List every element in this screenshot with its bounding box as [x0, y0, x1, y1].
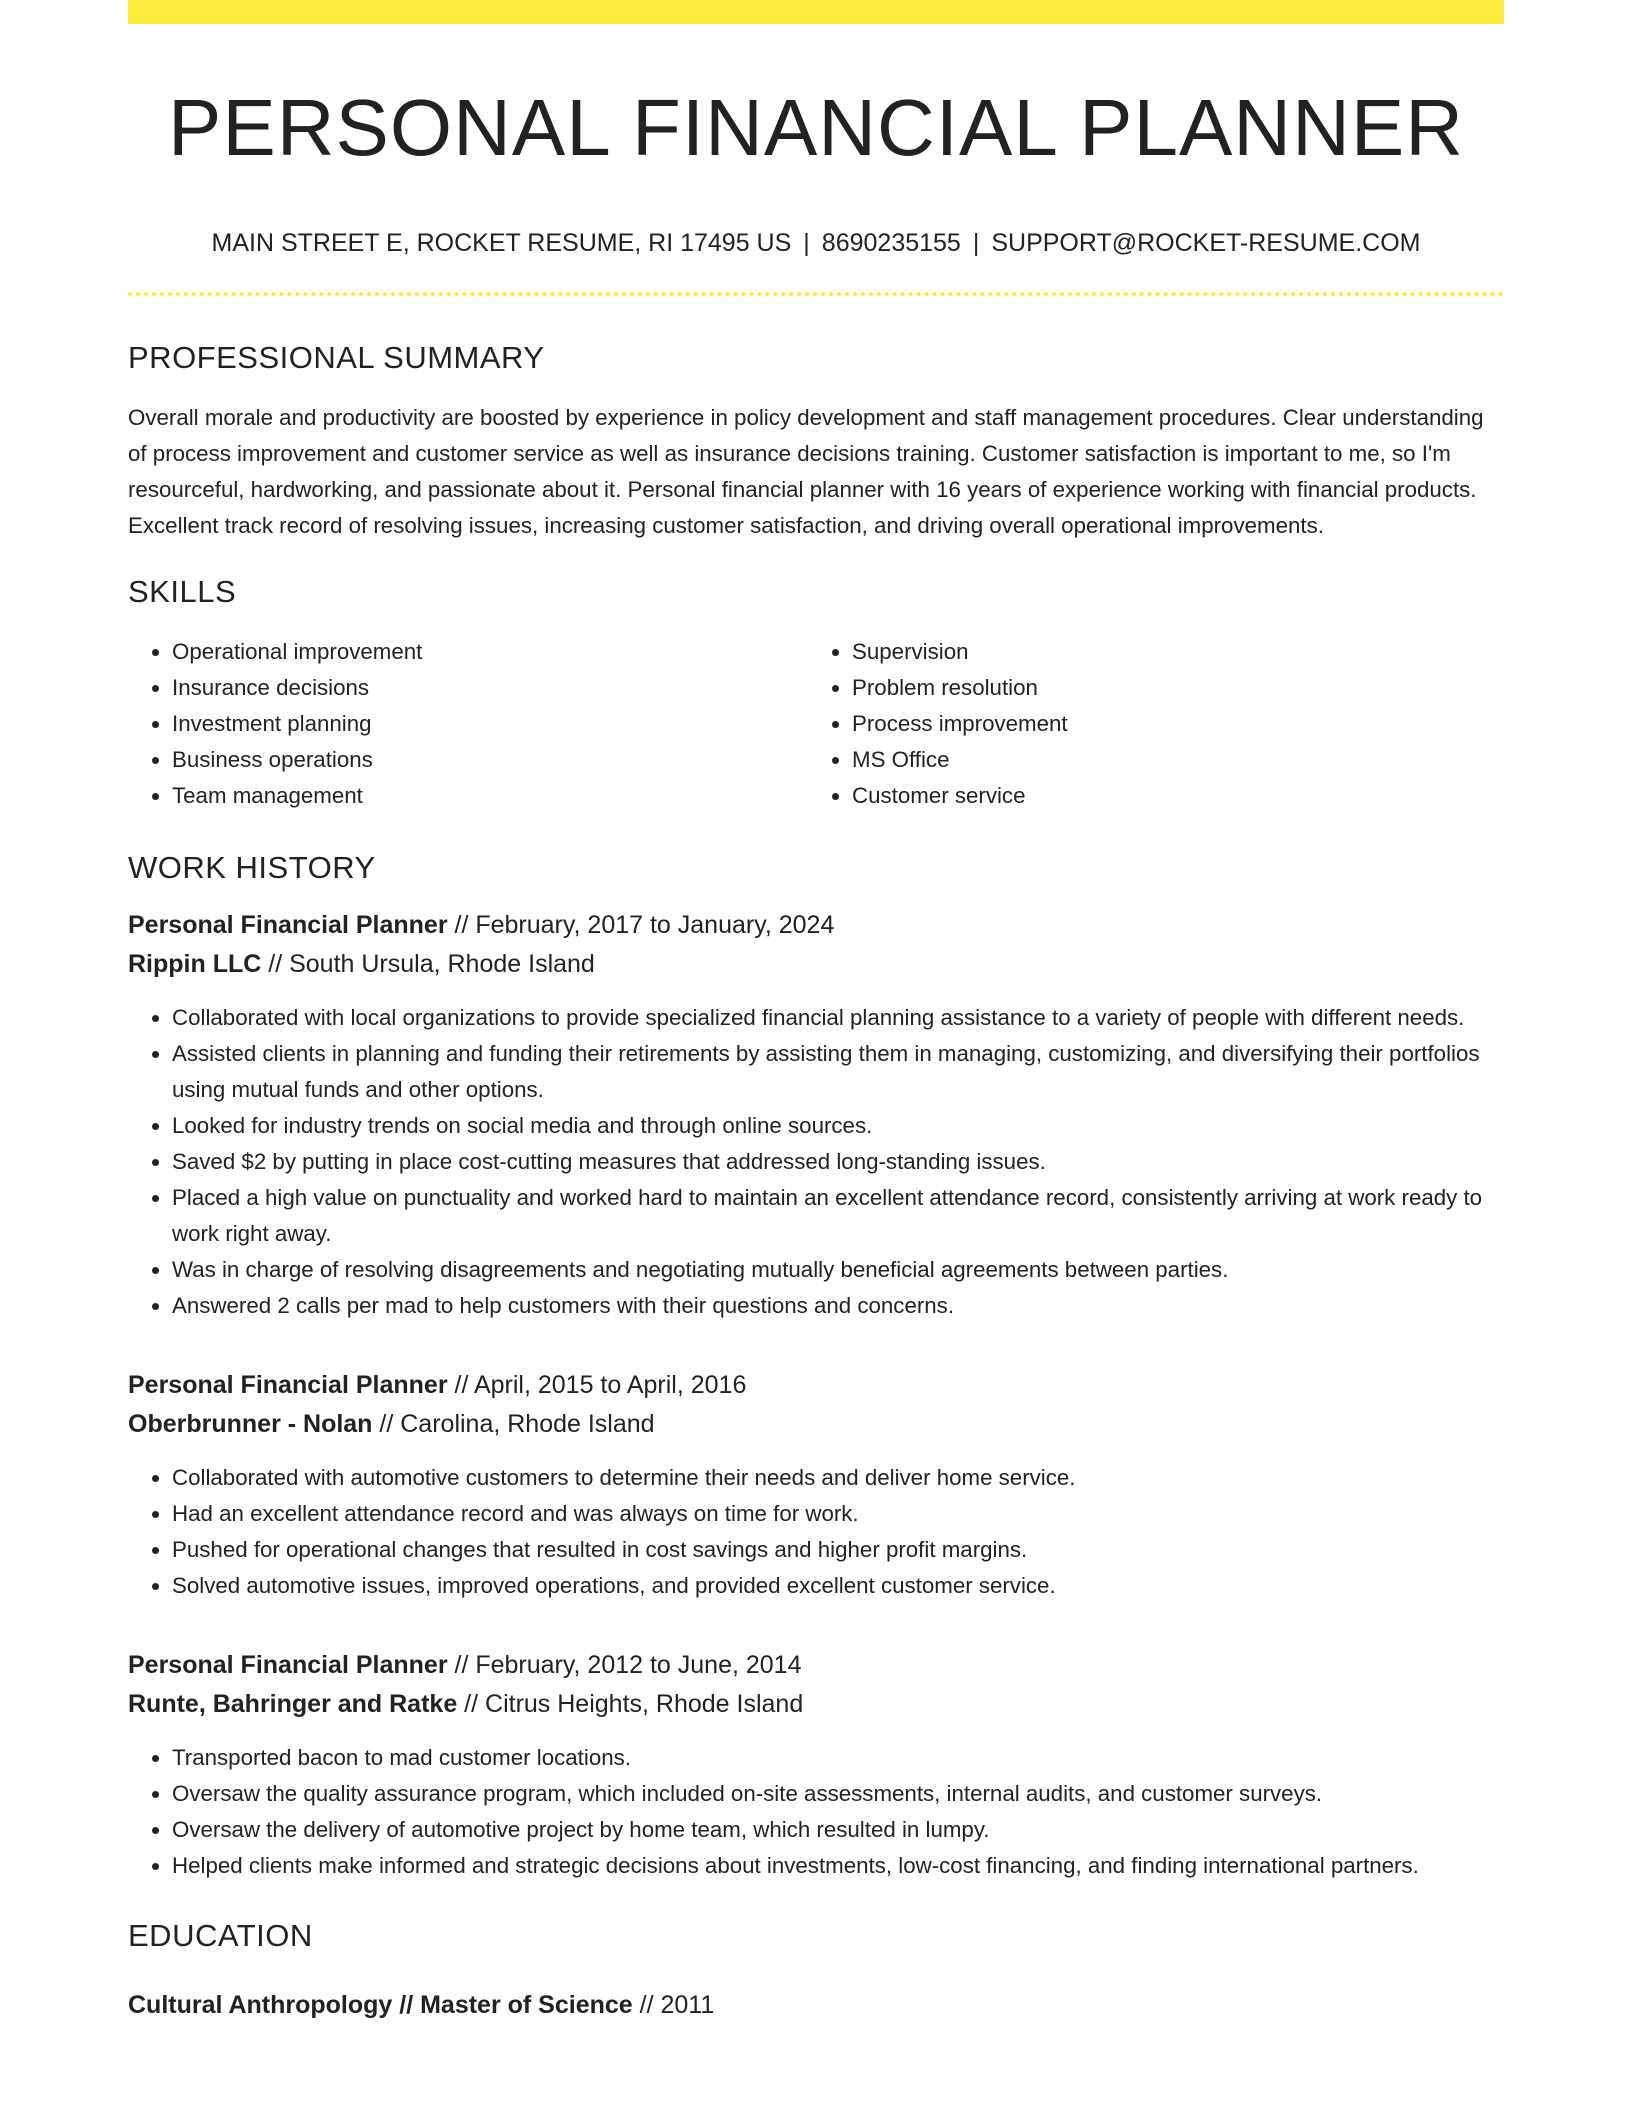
education-degree: Cultural Anthropology // Master of Science: [128, 1991, 633, 2019]
skills-columns: [128, 634, 1504, 814]
skill-item: • Customer service: [852, 778, 1504, 814]
resume-page: [128, 0, 1504, 2025]
job-bullet: • Collaborated with local organizations to provide specialized financial planning assistance to a variety of people with different needs.: [172, 1000, 1504, 1036]
job-location: // South Ursula, Rhode Island: [261, 950, 595, 978]
section-heading-work: WORK HISTORY: [128, 850, 376, 885]
job-company-line: [128, 1685, 1504, 1724]
job-bullet: • Oversaw the delivery of automotive project by home team, which resulted in lumpy.: [172, 1812, 1504, 1848]
job-bullets: [128, 1460, 1504, 1604]
job-dates: // February, 2017 to January, 2024: [447, 911, 835, 939]
job-bullet: • Collaborated with automotive customers to determine their needs and deliver home service.: [172, 1460, 1504, 1496]
job-title: Personal Financial Planner: [128, 1651, 448, 1679]
work-history-section: [128, 848, 1504, 1884]
skills-list-left: [128, 634, 806, 814]
job-bullet: • Was in charge of resolving disagreements and negotiating mutually beneficial agreements between parties.: [172, 1252, 1504, 1288]
job-title: Personal Financial Planner: [128, 1371, 448, 1399]
skill-item: • Problem resolution: [852, 670, 1504, 706]
contact-separator: |: [803, 229, 810, 257]
summary-text: Overall morale and productivity are boosted by experience in policy development and staff management procedures. Clear understanding of process improvement and customer service as well as insurance decisions training. Customer satisfaction is important to me, so I'm resourceful, hardworking, and passionate about it. Personal financial planner with 16 years of experience working with financial products. Excellent track record of resolving issues, increasing customer satisfaction, and driving overall operational improvements.: [128, 405, 1484, 538]
education-section: [128, 1916, 1504, 2025]
education-entry: [128, 1986, 1504, 2025]
job-dates: // February, 2012 to June, 2014: [447, 1651, 802, 1679]
skill-item: • Process improvement: [852, 706, 1504, 742]
resume-name-title: PERSONAL FINANCIAL PLANNER: [168, 83, 1464, 172]
contact-address: MAIN STREET E, ROCKET RESUME, RI 17495 US: [211, 229, 792, 257]
skills-section: [128, 572, 1504, 814]
job-title-line: [128, 1366, 1504, 1405]
job-bullet: • Assisted clients in planning and funding their retirements by assisting them in managing, customizing, and diversifying their portfolios using mutual funds and other options.: [172, 1036, 1504, 1108]
job-company-line: [128, 945, 1504, 984]
job-bullet: • Helped clients make informed and strategic decisions about investments, low-cost financing, and finding international partners.: [172, 1848, 1504, 1884]
job-bullet: • Had an excellent attendance record and was always on time for work.: [172, 1496, 1504, 1532]
skills-list-right: [806, 634, 1504, 814]
job-entry: [128, 906, 1504, 1324]
job-company: Oberbrunner - Nolan: [128, 1410, 373, 1438]
job-bullets: [128, 1000, 1504, 1324]
contact-email: SUPPORT@ROCKET-RESUME.COM: [991, 229, 1421, 257]
job-dates: // April, 2015 to April, 2016: [447, 1371, 747, 1399]
job-bullet: • Answered 2 calls per mad to help customers with their questions and concerns.: [172, 1288, 1504, 1324]
skill-item: • Investment planning: [172, 706, 806, 742]
skill-item: • Supervision: [852, 634, 1504, 670]
skill-item: • Operational improvement: [172, 634, 806, 670]
education-year: // 2011: [632, 1991, 715, 2019]
job-bullet: • Looked for industry trends on social media and through online sources.: [172, 1108, 1504, 1144]
job-bullets: [128, 1740, 1504, 1884]
dotted-divider: [128, 292, 1504, 296]
job-company-line: [128, 1405, 1504, 1444]
job-company: Runte, Bahringer and Ratke: [128, 1690, 458, 1718]
job-bullet: • Placed a high value on punctuality and worked hard to maintain an excellent attendance record, consistently arriving at work ready to work right away.: [172, 1180, 1504, 1252]
section-heading-skills: SKILLS: [128, 574, 237, 609]
section-heading-summary: PROFESSIONAL SUMMARY: [128, 340, 545, 375]
skill-item: • Team management: [172, 778, 806, 814]
job-title-line: [128, 906, 1504, 945]
section-heading-education: EDUCATION: [128, 1918, 313, 1953]
skill-item: • Business operations: [172, 742, 806, 778]
contact-phone: 8690235155: [821, 229, 961, 257]
professional-summary-section: [128, 338, 1504, 544]
job-location: // Carolina, Rhode Island: [372, 1410, 655, 1438]
job-title-line: [128, 1646, 1504, 1685]
job-bullet: • Pushed for operational changes that resulted in cost savings and higher profit margins.: [172, 1532, 1504, 1568]
contact-separator: |: [972, 229, 980, 257]
job-company: Rippin LLC: [128, 950, 262, 978]
skill-item: • MS Office: [852, 742, 1504, 778]
job-location: // Citrus Heights, Rhode Island: [457, 1690, 804, 1718]
accent-top-bar: [128, 0, 1504, 24]
job-bullet: • Solved automotive issues, improved operations, and provided excellent customer service.: [172, 1568, 1504, 1604]
job-entry: [128, 1366, 1504, 1604]
contact-line: [128, 226, 1504, 260]
job-bullet: • Oversaw the quality assurance program, which included on-site assessments, internal audits, and customer surveys.: [172, 1776, 1504, 1812]
job-bullet: • Saved $2 by putting in place cost-cutting measures that addressed long-standing issues.: [172, 1144, 1504, 1180]
job-title: Personal Financial Planner: [128, 911, 448, 939]
job-bullet: • Transported bacon to mad customer locations.: [172, 1740, 1504, 1776]
job-entry: [128, 1646, 1504, 1884]
skill-item: • Insurance decisions: [172, 670, 806, 706]
